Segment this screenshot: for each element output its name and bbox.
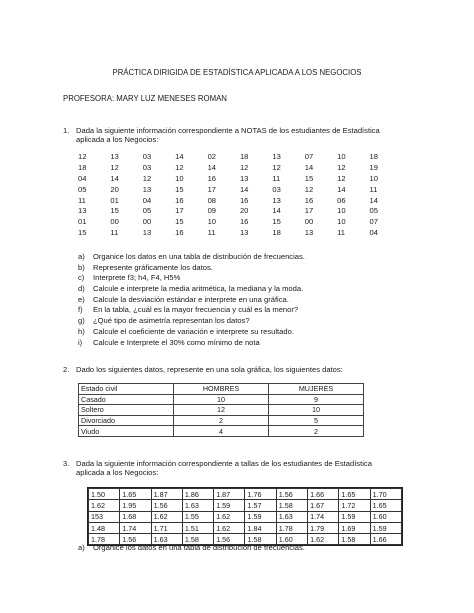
grade-cell: 01 [78, 217, 87, 227]
grade-cell: 12 [175, 162, 184, 172]
sub-question [78, 295, 418, 306]
grade-cell: 08 [207, 195, 217, 205]
grade-cell: 12 [272, 162, 281, 172]
grade-cell: 03 [272, 184, 281, 194]
grade-cell: 15 [110, 206, 119, 216]
grade-cell: 13 [239, 228, 249, 238]
grade-cell: 11 [110, 228, 119, 238]
grade-cell: 04 [78, 173, 87, 183]
table-cell: 1.62 [214, 511, 245, 522]
grade-cell: 13 [239, 173, 249, 183]
sub-question [78, 263, 418, 274]
question-text-cont: aplicada a los Negocios: [76, 135, 159, 145]
professor-name: PROFESORA: MARY LUZ MENESES ROMAN [63, 94, 227, 103]
table-row [89, 489, 402, 500]
grade-cell: 10 [337, 152, 346, 161]
table-cell: Soltero [79, 405, 174, 416]
grade-cell: 14 [369, 195, 378, 205]
grade-cell: 16 [239, 217, 249, 227]
grade-cell: 14 [175, 152, 184, 161]
table-cell: 1.65 [370, 500, 401, 511]
grade-row [78, 163, 402, 174]
table-cell: 1.58 [276, 500, 307, 511]
grade-cell: 07 [369, 217, 378, 227]
grade-cell: 10 [337, 206, 346, 216]
sub-question [78, 327, 418, 338]
grade-cell: 04 [369, 228, 378, 238]
table-cell: 1.63 [276, 511, 307, 522]
grade-cell: 18 [78, 162, 87, 172]
table-cell: 10 [174, 394, 269, 405]
grades-grid [78, 152, 402, 239]
grade-cell: 10 [207, 217, 217, 227]
table-cell: 1.58 [182, 534, 213, 545]
civil-status-table [78, 383, 364, 437]
grade-cell: 09 [207, 206, 217, 216]
grade-cell: 14 [337, 184, 346, 194]
sub-question [78, 252, 418, 263]
grade-cell: 07 [304, 152, 314, 161]
grade-cell: 10 [369, 173, 378, 183]
table-cell: 1.66 [308, 489, 339, 500]
sub-question-text: Interprete f3; h4, F4, H5% [93, 273, 181, 283]
table-cell: 1.56 [276, 489, 307, 500]
table-header-cell: HOMBRES [174, 384, 269, 395]
table-cell: 1.48 [89, 522, 120, 533]
grade-cell: 04 [142, 195, 152, 205]
question-text-cont: aplicada a los Negocios: [76, 468, 159, 478]
sub-question-text: Calcule el coeficiente de variación e interprete su resultado. [93, 326, 294, 336]
grade-cell: 16 [175, 228, 184, 238]
table-cell: 1.50 [89, 489, 120, 500]
table-cell: 1.60 [276, 534, 307, 545]
grade-cell: 10 [337, 217, 346, 227]
grade-cell: 16 [239, 195, 249, 205]
table-row [89, 500, 402, 511]
grade-cell: 12 [78, 152, 87, 161]
table-cell: Casado [79, 394, 174, 405]
question-text: Dado los siguientes datos, represente en una sola gráfica, los siguientes datos: [76, 365, 343, 374]
grade-cell: 12 [239, 162, 249, 172]
grade-cell: 12 [337, 173, 346, 183]
question-2 [63, 365, 415, 374]
table-cell: 1.62 [151, 511, 182, 522]
table-cell: 1.78 [89, 534, 120, 545]
question-3 [63, 459, 415, 478]
sub-question-label: h) [78, 326, 85, 336]
sub-question-label: e) [78, 294, 85, 304]
grade-cell: 00 [110, 217, 119, 227]
grade-cell: 18 [369, 152, 378, 161]
sub-question-label: d) [78, 284, 85, 294]
question-text: Dada la siguiente información correspondiente a tallas de los estudiantes de Estadística [76, 459, 372, 468]
sub-question-text: Represente gráficamente los datos. [93, 262, 213, 272]
table-cell: 1.62 [308, 534, 339, 545]
sub-question-text: Organice los datos en una tabla de distribución de frecuencias. [93, 543, 305, 552]
table-cell: 153 [89, 511, 120, 522]
table-cell: 1.63 [182, 500, 213, 511]
table-cell: 2 [174, 415, 269, 426]
table-cell: Divorciado [79, 415, 174, 426]
sub-question-label: f) [78, 305, 83, 315]
grade-cell: 13 [110, 152, 119, 161]
sub-question-label: g) [78, 316, 85, 326]
grade-row [78, 196, 402, 207]
grade-cell: 01 [110, 195, 119, 205]
table-cell: 1.56 [151, 500, 182, 511]
grade-cell: 13 [272, 152, 281, 161]
sub-question [78, 338, 418, 349]
table-cell: 1.70 [370, 489, 401, 500]
table-cell: 1.59 [370, 522, 401, 533]
table-row [89, 511, 402, 522]
grade-cell: 16 [207, 173, 217, 183]
table-cell: 1.65 [339, 489, 370, 500]
grade-cell: 11 [272, 173, 281, 183]
grade-cell: 00 [142, 217, 152, 227]
sub-question-text: Organice los datos en una tabla de distribución de frecuencias. [93, 252, 305, 261]
grade-cell: 05 [369, 206, 378, 216]
sub-question-label: a) [78, 252, 85, 261]
table-cell: 1.59 [245, 511, 276, 522]
grade-cell: 17 [304, 206, 314, 216]
grade-cell: 06 [337, 195, 346, 205]
sub-question [78, 543, 418, 554]
table-cell: 10 [269, 405, 364, 416]
grade-cell: 16 [304, 195, 314, 205]
table-cell: 1.74 [120, 522, 151, 533]
table-cell: 1.58 [339, 534, 370, 545]
page-title: PRÁCTICA DIRIGIDA DE ESTADÍSTICA APLICADA A LOS NEGOCIOS [112, 68, 362, 77]
table-cell: 1.62 [214, 522, 245, 533]
table-row [79, 405, 364, 416]
table-cell: 1.87 [151, 489, 182, 500]
grade-cell: 14 [207, 162, 217, 172]
sub-question-label: i) [78, 337, 83, 347]
grade-cell: 13 [304, 228, 314, 238]
table-cell: 1.78 [276, 522, 307, 533]
grade-cell: 11 [78, 195, 86, 205]
grade-cell: 11 [207, 228, 216, 238]
question-number: 2. [63, 365, 70, 374]
table-cell: 1.57 [245, 500, 276, 511]
question-number: 3. [63, 459, 70, 468]
sub-question-text: Calcule la desviación estándar e interprete en una gráfica. [93, 294, 289, 304]
question-1 [63, 126, 415, 145]
table-header-cell: MUJERES [269, 384, 364, 395]
table-cell: 1.65 [120, 489, 151, 500]
grade-cell: 17 [175, 206, 184, 216]
grade-cell: 11 [369, 184, 378, 194]
table-cell: 1.55 [182, 511, 213, 522]
heights-table [88, 488, 402, 545]
sub-question-text: Calcule e Interprete el 30% como mínimo de nota [93, 337, 260, 347]
grade-cell: 15 [78, 228, 87, 238]
grade-cell: 12 [304, 184, 314, 194]
table-cell: 4 [174, 426, 269, 437]
grade-row [78, 152, 402, 163]
grade-cell: 14 [304, 162, 314, 172]
table-cell: 1.60 [370, 511, 401, 522]
table-cell: 1.58 [245, 534, 276, 545]
grade-row [78, 206, 402, 217]
grade-cell: 05 [78, 184, 87, 194]
grade-cell: 18 [239, 152, 249, 161]
grade-row [78, 185, 402, 196]
table-cell: 1.51 [182, 522, 213, 533]
grade-cell: 10 [175, 173, 184, 183]
grade-cell: 16 [175, 195, 184, 205]
table-header-row [79, 384, 364, 395]
sub-question [78, 316, 418, 327]
grade-cell: 00 [304, 217, 314, 227]
grade-row [78, 228, 402, 239]
grade-row [78, 174, 402, 185]
table-cell: 1.74 [308, 511, 339, 522]
sub-question-label: a) [78, 543, 85, 552]
table-row [79, 394, 364, 405]
grade-cell: 14 [110, 173, 119, 183]
grade-cell: 03 [142, 152, 152, 161]
table-cell: 1.87 [214, 489, 245, 500]
grade-cell: 12 [142, 173, 152, 183]
grade-cell: 12 [110, 162, 119, 172]
table-row [89, 522, 402, 533]
sub-question-label: b) [78, 262, 85, 272]
table-cell: 1.84 [245, 522, 276, 533]
table-cell: 5 [269, 415, 364, 426]
table-cell: 1.95 [120, 500, 151, 511]
grade-cell: 13 [142, 228, 152, 238]
grade-cell: 17 [207, 184, 217, 194]
sub-question [78, 305, 418, 316]
table-cell: 1.67 [308, 500, 339, 511]
grade-cell: 14 [239, 184, 249, 194]
table-cell: 1.71 [151, 522, 182, 533]
table-cell: 2 [269, 426, 364, 437]
grade-cell: 19 [369, 162, 378, 172]
sub-question-label: c) [78, 273, 85, 283]
table-cell: 1.59 [339, 511, 370, 522]
grade-row [78, 217, 402, 228]
grade-cell: 20 [110, 184, 119, 194]
sub-question-text: ¿Qué tipo de asimetría representan los datos? [93, 316, 250, 326]
grade-cell: 15 [175, 217, 184, 227]
table-cell: 1.63 [151, 534, 182, 545]
grade-cell: 13 [78, 206, 87, 216]
sub-question [78, 273, 418, 284]
grade-cell: 14 [272, 206, 281, 216]
grade-cell: 15 [272, 217, 281, 227]
question-text: Dada la siguiente información correspondiente a NOTAS de los estudiantes de Estadística [76, 126, 380, 135]
table-row [79, 426, 364, 437]
grade-cell: 15 [304, 173, 314, 183]
table-cell: 1.69 [339, 522, 370, 533]
table-cell: 1.59 [214, 500, 245, 511]
grade-cell: 11 [337, 228, 346, 238]
sub-question-text: Calcule e interprete la media aritmética, la mediana y la moda. [93, 284, 304, 294]
table-row [79, 415, 364, 426]
table-cell: 1.66 [370, 534, 401, 545]
question-1-items [78, 252, 418, 348]
table-cell: Viudo [79, 426, 174, 437]
table-cell: 12 [174, 405, 269, 416]
table-cell: 1.56 [120, 534, 151, 545]
grade-cell: 18 [272, 228, 281, 238]
grade-cell: 20 [239, 206, 249, 216]
table-cell: 1.56 [214, 534, 245, 545]
table-cell: 9 [269, 394, 364, 405]
grade-cell: 03 [142, 162, 152, 172]
table-cell: 1.76 [245, 489, 276, 500]
sub-question-text: En la tabla, ¿cuál es la mayor frecuencia y cuál es la menor? [93, 305, 299, 315]
table-cell: 1.62 [89, 500, 120, 511]
question-number: 1. [63, 126, 70, 135]
table-cell: 1.72 [339, 500, 370, 511]
table-cell: 1.68 [120, 511, 151, 522]
grade-cell: 13 [272, 195, 281, 205]
table-cell: 1.86 [182, 489, 213, 500]
table-cell: 1.79 [308, 522, 339, 533]
sub-question [78, 284, 418, 295]
grade-cell: 02 [207, 152, 217, 161]
question-3-items [78, 543, 418, 554]
grade-cell: 05 [142, 206, 152, 216]
grade-cell: 12 [337, 162, 346, 172]
grade-cell: 15 [175, 184, 184, 194]
table-header-cell: Estado civil [79, 384, 174, 395]
grade-cell: 13 [142, 184, 152, 194]
